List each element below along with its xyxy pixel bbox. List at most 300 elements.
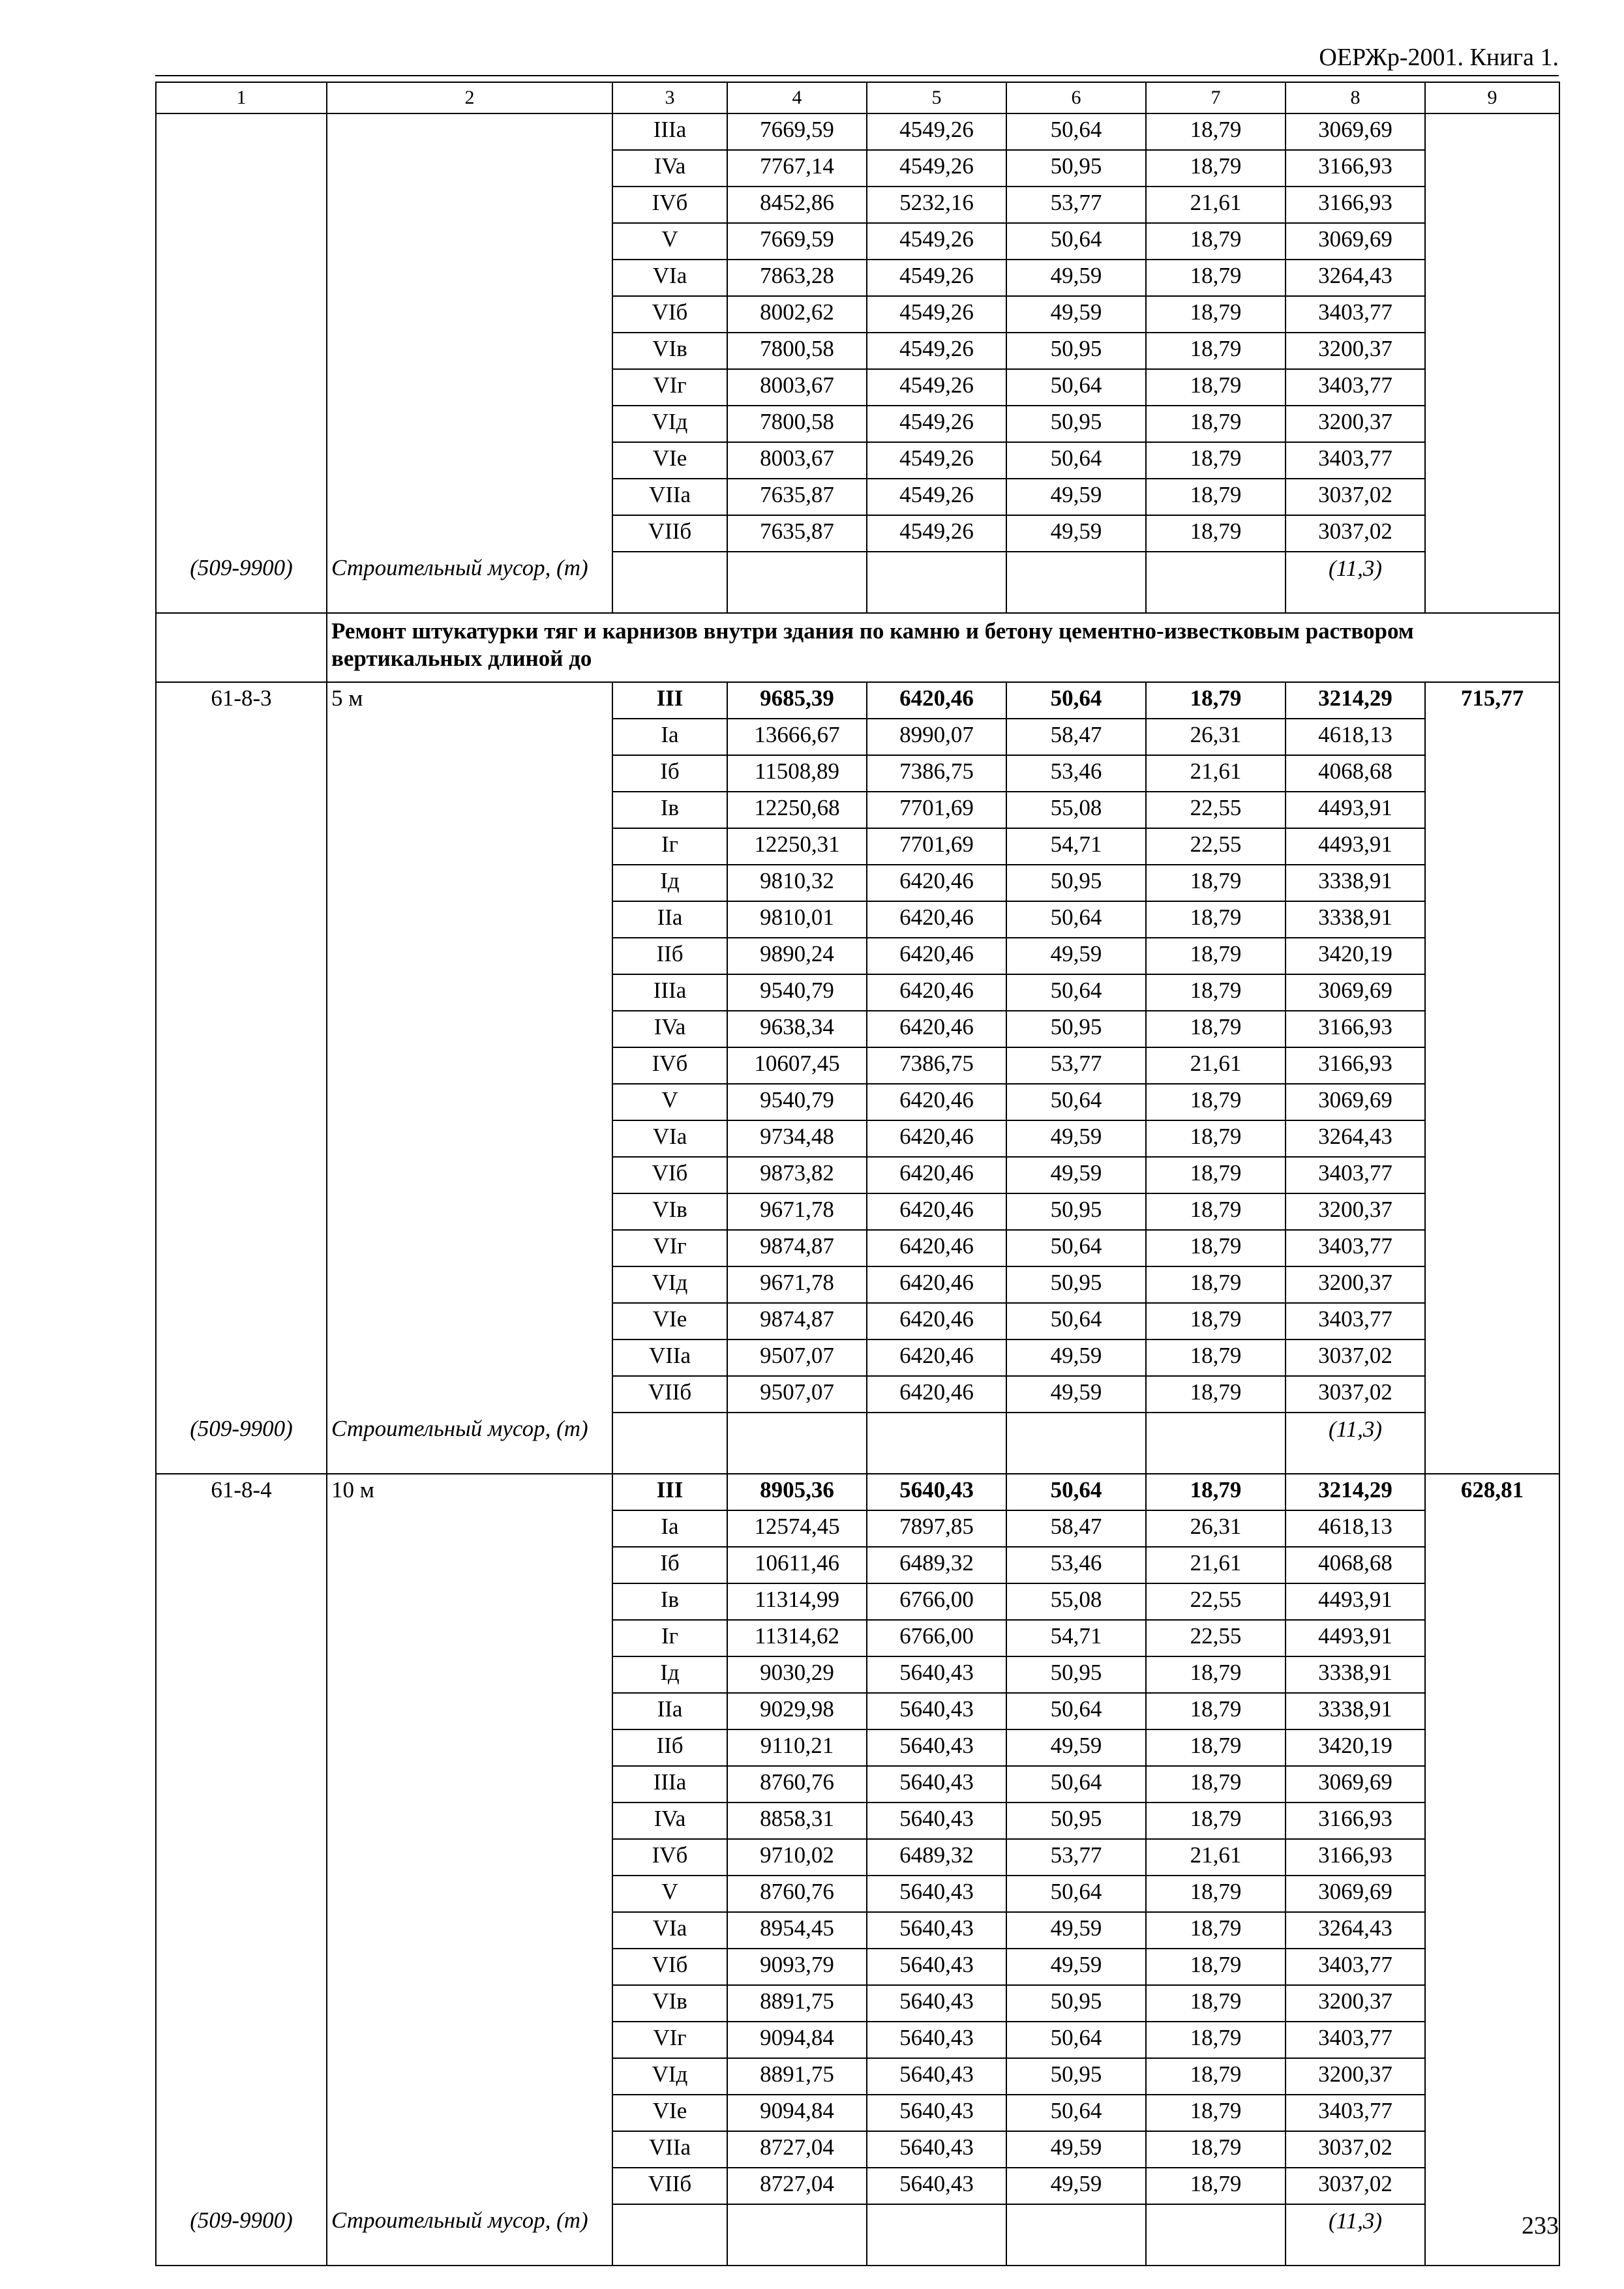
total-cost: 7800,58 xyxy=(727,406,867,442)
waste-name: Строительный мусор, (т) xyxy=(327,552,612,613)
waste-row xyxy=(156,1413,1559,1474)
labor-cost: 5640,43 xyxy=(867,1656,1006,1693)
machine-cost: 50,64 xyxy=(1006,2022,1146,2058)
zone-label: VIг xyxy=(612,1230,727,1266)
machine-cost: 50,95 xyxy=(1006,1011,1146,1047)
column-number: 1 xyxy=(156,82,327,113)
total-cost: 8954,45 xyxy=(727,1912,867,1949)
driver-wages: 18,79 xyxy=(1146,1656,1286,1693)
machine-cost: 49,59 xyxy=(1006,1376,1146,1413)
material-cost: 3403,77 xyxy=(1286,1303,1425,1339)
rate-code xyxy=(156,1620,327,1656)
labor-cost: 6420,46 xyxy=(867,1303,1006,1339)
section-heading-row xyxy=(156,613,1559,682)
unit-price xyxy=(1425,479,1559,515)
zone-label: VIIб xyxy=(612,515,727,552)
table-row xyxy=(156,1547,1559,1583)
unit-price xyxy=(1425,1693,1559,1729)
total-cost: 11314,99 xyxy=(727,1583,867,1620)
unit-price xyxy=(1425,1047,1559,1084)
material-cost: 4618,13 xyxy=(1286,1510,1425,1547)
total-cost: 7863,28 xyxy=(727,260,867,296)
machine-cost: 50,95 xyxy=(1006,865,1146,901)
labor-cost: 6420,46 xyxy=(867,682,1006,719)
material-cost: 3338,91 xyxy=(1286,1656,1425,1693)
driver-wages: 18,79 xyxy=(1146,406,1286,442)
driver-wages: 26,31 xyxy=(1146,1510,1286,1547)
machine-cost: 54,71 xyxy=(1006,1620,1146,1656)
total-cost: 8002,62 xyxy=(727,296,867,333)
machine-cost: 50,95 xyxy=(1006,1656,1146,1693)
rate-name xyxy=(327,113,612,150)
table-row xyxy=(156,901,1559,938)
rate-name xyxy=(327,1620,612,1656)
driver-wages: 18,79 xyxy=(1146,901,1286,938)
zone-label: Iв xyxy=(612,1583,727,1620)
total-cost: 8891,75 xyxy=(727,2058,867,2095)
empty-cell xyxy=(727,1413,867,1474)
driver-wages: 21,61 xyxy=(1146,1547,1286,1583)
material-cost: 4618,13 xyxy=(1286,719,1425,755)
rate-name xyxy=(327,1193,612,1230)
labor-cost: 4549,26 xyxy=(867,223,1006,260)
total-cost: 8905,36 xyxy=(727,1474,867,1510)
rate-name xyxy=(327,1583,612,1620)
total-cost: 9094,84 xyxy=(727,2022,867,2058)
machine-cost: 49,59 xyxy=(1006,296,1146,333)
empty-cell xyxy=(1006,2204,1146,2266)
total-cost: 9685,39 xyxy=(727,682,867,719)
rate-name xyxy=(327,1729,612,1766)
driver-wages: 22,55 xyxy=(1146,792,1286,828)
total-cost: 9093,79 xyxy=(727,1949,867,1985)
unit-price xyxy=(1425,2168,1559,2204)
rate-code xyxy=(156,1729,327,1766)
unit-price xyxy=(1425,1949,1559,1985)
rate-name xyxy=(327,755,612,792)
labor-cost: 5640,43 xyxy=(867,2131,1006,2168)
material-cost: 3200,37 xyxy=(1286,1193,1425,1230)
zone-label: IIIa xyxy=(612,1766,727,1803)
material-cost: 3264,43 xyxy=(1286,260,1425,296)
labor-cost: 4549,26 xyxy=(867,260,1006,296)
table-row xyxy=(156,938,1559,974)
total-cost: 9890,24 xyxy=(727,938,867,974)
rate-code xyxy=(156,1583,327,1620)
page-number: 233 xyxy=(1522,2212,1559,2239)
rate-code xyxy=(156,2131,327,2168)
labor-cost: 4549,26 xyxy=(867,296,1006,333)
machine-cost: 50,64 xyxy=(1006,2095,1146,2131)
rate-name xyxy=(327,1011,612,1047)
rate-code xyxy=(156,1949,327,1985)
driver-wages: 18,79 xyxy=(1146,2058,1286,2095)
table-row xyxy=(156,1120,1559,1157)
rate-code xyxy=(156,442,327,479)
rate-name xyxy=(327,901,612,938)
zone-label: IVa xyxy=(612,150,727,187)
rate-name xyxy=(327,479,612,515)
header-rule xyxy=(155,75,1559,76)
labor-cost: 5640,43 xyxy=(867,1729,1006,1766)
column-number: 7 xyxy=(1146,82,1286,113)
rate-name xyxy=(327,1766,612,1803)
labor-cost: 4549,26 xyxy=(867,406,1006,442)
driver-wages: 18,79 xyxy=(1146,296,1286,333)
material-cost: 3403,77 xyxy=(1286,1157,1425,1193)
table-row xyxy=(156,223,1559,260)
labor-cost: 6420,46 xyxy=(867,1011,1006,1047)
labor-cost: 4549,26 xyxy=(867,479,1006,515)
machine-cost: 50,64 xyxy=(1006,1303,1146,1339)
total-cost: 9030,29 xyxy=(727,1656,867,1693)
rate-name xyxy=(327,2058,612,2095)
material-cost: 3338,91 xyxy=(1286,901,1425,938)
table-row xyxy=(156,1047,1559,1084)
total-cost: 9110,21 xyxy=(727,1729,867,1766)
rate-code xyxy=(156,1339,327,1376)
total-cost: 9810,32 xyxy=(727,865,867,901)
zone-label: IVб xyxy=(612,187,727,223)
machine-cost: 50,64 xyxy=(1006,901,1146,938)
driver-wages: 18,79 xyxy=(1146,150,1286,187)
column-number: 6 xyxy=(1006,82,1146,113)
empty-cell xyxy=(1146,552,1286,613)
waste-quantity: (11,3) xyxy=(1286,552,1425,613)
zone-label: VIe xyxy=(612,442,727,479)
rate-code xyxy=(156,828,327,865)
total-cost: 10607,45 xyxy=(727,1047,867,1084)
rate-code xyxy=(156,515,327,552)
material-cost: 3338,91 xyxy=(1286,865,1425,901)
table-row xyxy=(156,1011,1559,1047)
unit-price xyxy=(1425,2131,1559,2168)
table-row xyxy=(156,1266,1559,1303)
driver-wages: 18,79 xyxy=(1146,1474,1286,1510)
section-title: Ремонт штукатурки тяг и карнизов внутри здания по камню и бетону цементно-известковым раствором вертикальных длиной до xyxy=(327,613,1559,682)
driver-wages: 18,79 xyxy=(1146,1339,1286,1376)
rate-code: 61-8-3 xyxy=(156,682,327,719)
rate-code xyxy=(156,369,327,406)
rate-name xyxy=(327,1339,612,1376)
unit-price xyxy=(1425,1839,1559,1876)
labor-cost: 7897,85 xyxy=(867,1510,1006,1547)
machine-cost: 50,64 xyxy=(1006,1876,1146,1912)
table-row xyxy=(156,2022,1559,2058)
unit-price xyxy=(1425,1803,1559,1839)
labor-cost: 5640,43 xyxy=(867,2168,1006,2204)
labor-cost: 4549,26 xyxy=(867,150,1006,187)
machine-cost: 49,59 xyxy=(1006,260,1146,296)
material-cost: 3403,77 xyxy=(1286,2022,1425,2058)
zone-label: VIIa xyxy=(612,2131,727,2168)
zone-label: IIб xyxy=(612,938,727,974)
total-cost: 9710,02 xyxy=(727,1839,867,1876)
machine-cost: 50,64 xyxy=(1006,1693,1146,1729)
empty-cell xyxy=(867,2204,1006,2266)
rate-code xyxy=(156,1839,327,1876)
rate-name xyxy=(327,333,612,369)
table-row xyxy=(156,2095,1559,2131)
unit-price xyxy=(1425,1912,1559,1949)
table-row xyxy=(156,187,1559,223)
rate-code xyxy=(156,223,327,260)
table-row xyxy=(156,369,1559,406)
driver-wages: 18,79 xyxy=(1146,369,1286,406)
machine-cost: 53,77 xyxy=(1006,187,1146,223)
total-cost: 8760,76 xyxy=(727,1876,867,1912)
rate-name xyxy=(327,1839,612,1876)
machine-cost: 50,64 xyxy=(1006,442,1146,479)
total-cost: 8452,86 xyxy=(727,187,867,223)
zone-label: VIб xyxy=(612,296,727,333)
zone-label: VIIб xyxy=(612,1376,727,1413)
labor-cost: 4549,26 xyxy=(867,369,1006,406)
driver-wages: 18,79 xyxy=(1146,2022,1286,2058)
zone-label: IVб xyxy=(612,1047,727,1084)
table-row xyxy=(156,865,1559,901)
rate-name xyxy=(327,1510,612,1547)
rate-code xyxy=(156,1510,327,1547)
driver-wages: 18,79 xyxy=(1146,1803,1286,1839)
rate-name xyxy=(327,1084,612,1120)
unit-price xyxy=(1425,792,1559,828)
total-cost: 7767,14 xyxy=(727,150,867,187)
machine-cost: 50,95 xyxy=(1006,2058,1146,2095)
zone-label: VIг xyxy=(612,369,727,406)
driver-wages: 18,79 xyxy=(1146,1230,1286,1266)
zone-label: Iв xyxy=(612,792,727,828)
material-cost: 3403,77 xyxy=(1286,2095,1425,2131)
unit-price xyxy=(1425,406,1559,442)
driver-wages: 18,79 xyxy=(1146,1266,1286,1303)
machine-cost: 50,64 xyxy=(1006,1474,1146,1510)
machine-cost: 50,64 xyxy=(1006,1230,1146,1266)
column-number: 9 xyxy=(1425,82,1559,113)
rate-code xyxy=(156,187,327,223)
labor-cost: 6489,32 xyxy=(867,1547,1006,1583)
driver-wages: 21,61 xyxy=(1146,755,1286,792)
unit-price xyxy=(1425,1339,1559,1376)
rate-code xyxy=(156,333,327,369)
driver-wages: 22,55 xyxy=(1146,1583,1286,1620)
rate-code xyxy=(156,1047,327,1084)
machine-cost: 50,64 xyxy=(1006,1084,1146,1120)
empty-cell xyxy=(867,552,1006,613)
zone-label: VIIa xyxy=(612,479,727,515)
empty-cell xyxy=(612,552,727,613)
machine-cost: 49,59 xyxy=(1006,2168,1146,2204)
table-row xyxy=(156,1084,1559,1120)
rate-code xyxy=(156,150,327,187)
table-row xyxy=(156,260,1559,296)
column-number: 4 xyxy=(727,82,867,113)
driver-wages: 18,79 xyxy=(1146,515,1286,552)
labor-cost: 7701,69 xyxy=(867,792,1006,828)
zone-label: III xyxy=(612,1474,727,1510)
material-cost: 3166,93 xyxy=(1286,1839,1425,1876)
waste-row xyxy=(156,2204,1559,2266)
driver-wages: 22,55 xyxy=(1146,828,1286,865)
zone-label: IIa xyxy=(612,901,727,938)
material-cost: 3200,37 xyxy=(1286,406,1425,442)
rate-code xyxy=(156,1803,327,1839)
zone-label: Iд xyxy=(612,865,727,901)
labor-cost: 5640,43 xyxy=(867,1766,1006,1803)
empty-cell xyxy=(156,613,327,682)
rate-name xyxy=(327,974,612,1011)
total-cost: 9638,34 xyxy=(727,1011,867,1047)
table-row xyxy=(156,1985,1559,2022)
rate-code xyxy=(156,1876,327,1912)
material-cost: 3069,69 xyxy=(1286,1876,1425,1912)
column-number-row xyxy=(156,82,1559,113)
driver-wages: 18,79 xyxy=(1146,260,1286,296)
unit-price xyxy=(1425,223,1559,260)
rate-code xyxy=(156,1985,327,2022)
labor-cost: 6420,46 xyxy=(867,1120,1006,1157)
table-row xyxy=(156,974,1559,1011)
total-cost: 7635,87 xyxy=(727,515,867,552)
table-row xyxy=(156,1656,1559,1693)
table-row xyxy=(156,1157,1559,1193)
table-row xyxy=(156,828,1559,865)
material-cost: 4493,91 xyxy=(1286,1583,1425,1620)
rate-code xyxy=(156,1193,327,1230)
zone-label: Iб xyxy=(612,755,727,792)
material-cost: 3338,91 xyxy=(1286,1693,1425,1729)
total-cost: 7635,87 xyxy=(727,479,867,515)
table-row xyxy=(156,792,1559,828)
zone-label: Iб xyxy=(612,1547,727,1583)
rate-code xyxy=(156,901,327,938)
unit-price xyxy=(1425,369,1559,406)
labor-cost: 4549,26 xyxy=(867,113,1006,150)
rate-name xyxy=(327,1985,612,2022)
rate-code xyxy=(156,479,327,515)
labor-cost: 6420,46 xyxy=(867,1339,1006,1376)
labor-cost: 6420,46 xyxy=(867,1157,1006,1193)
total-cost: 9094,84 xyxy=(727,2095,867,2131)
zone-label: IIa xyxy=(612,1693,727,1729)
machine-cost: 53,77 xyxy=(1006,1839,1146,1876)
rate-name xyxy=(327,1912,612,1949)
rate-code xyxy=(156,865,327,901)
empty-cell xyxy=(727,2204,867,2266)
zone-label: Iг xyxy=(612,1620,727,1656)
zone-label: V xyxy=(612,1876,727,1912)
table-body xyxy=(156,82,1559,2266)
rate-name xyxy=(327,865,612,901)
rate-code xyxy=(156,260,327,296)
zone-label: Iд xyxy=(612,1656,727,1693)
total-cost: 9873,82 xyxy=(727,1157,867,1193)
unit-price xyxy=(1425,515,1559,552)
driver-wages: 18,79 xyxy=(1146,1193,1286,1230)
unit-price xyxy=(1425,1084,1559,1120)
table-row xyxy=(156,755,1559,792)
driver-wages: 18,79 xyxy=(1146,1985,1286,2022)
unit-price xyxy=(1425,1620,1559,1656)
empty-cell xyxy=(1425,1413,1559,1474)
rate-code xyxy=(156,1912,327,1949)
labor-cost: 5640,43 xyxy=(867,1949,1006,1985)
zone-label: IVa xyxy=(612,1011,727,1047)
zone-label: Ia xyxy=(612,719,727,755)
rate-name xyxy=(327,1547,612,1583)
zone-label: V xyxy=(612,1084,727,1120)
unit-price xyxy=(1425,1729,1559,1766)
zone-label: Ia xyxy=(612,1510,727,1547)
rate-code xyxy=(156,2058,327,2095)
zone-label: VIв xyxy=(612,333,727,369)
zone-label: VIe xyxy=(612,1303,727,1339)
material-cost: 3200,37 xyxy=(1286,1266,1425,1303)
driver-wages: 18,79 xyxy=(1146,1157,1286,1193)
rate-name xyxy=(327,296,612,333)
labor-cost: 5640,43 xyxy=(867,2022,1006,2058)
total-cost: 7669,59 xyxy=(727,113,867,150)
rate-name xyxy=(327,1230,612,1266)
machine-cost: 50,64 xyxy=(1006,682,1146,719)
table-row xyxy=(156,1693,1559,1729)
machine-cost: 49,59 xyxy=(1006,515,1146,552)
table-row xyxy=(156,333,1559,369)
empty-cell xyxy=(1425,552,1559,613)
waste-name: Строительный мусор, (т) xyxy=(327,2204,612,2266)
rate-name xyxy=(327,1876,612,1912)
total-cost: 9029,98 xyxy=(727,1693,867,1729)
driver-wages: 18,79 xyxy=(1146,1912,1286,1949)
total-cost: 8727,04 xyxy=(727,2131,867,2168)
unit-price xyxy=(1425,1583,1559,1620)
zone-label: IIIa xyxy=(612,113,727,150)
zone-label: VIa xyxy=(612,260,727,296)
rate-code xyxy=(156,1693,327,1729)
table-row xyxy=(156,2058,1559,2095)
empty-cell xyxy=(867,1413,1006,1474)
rate-name xyxy=(327,719,612,755)
machine-cost: 50,64 xyxy=(1006,223,1146,260)
material-cost: 3420,19 xyxy=(1286,1729,1425,1766)
total-cost: 8727,04 xyxy=(727,2168,867,2204)
machine-cost: 50,64 xyxy=(1006,1766,1146,1803)
rate-code xyxy=(156,755,327,792)
material-cost: 3166,93 xyxy=(1286,187,1425,223)
table-row xyxy=(156,1510,1559,1547)
driver-wages: 18,79 xyxy=(1146,113,1286,150)
total-cost: 13666,67 xyxy=(727,719,867,755)
unit-price xyxy=(1425,828,1559,865)
zone-label: VIв xyxy=(612,1193,727,1230)
driver-wages: 18,79 xyxy=(1146,2131,1286,2168)
unit-price xyxy=(1425,1011,1559,1047)
table-row xyxy=(156,2131,1559,2168)
rate-code xyxy=(156,2168,327,2204)
unit-price xyxy=(1425,1547,1559,1583)
rate-code xyxy=(156,938,327,974)
rate-name xyxy=(327,1803,612,1839)
rate-name: 10 м xyxy=(327,1474,612,1510)
zone-label: VIб xyxy=(612,1949,727,1985)
machine-cost: 58,47 xyxy=(1006,1510,1146,1547)
machine-cost: 50,95 xyxy=(1006,333,1146,369)
rate-name xyxy=(327,369,612,406)
labor-cost: 5640,43 xyxy=(867,1985,1006,2022)
rate-name xyxy=(327,2131,612,2168)
unit-price xyxy=(1425,150,1559,187)
total-cost: 10611,46 xyxy=(727,1547,867,1583)
